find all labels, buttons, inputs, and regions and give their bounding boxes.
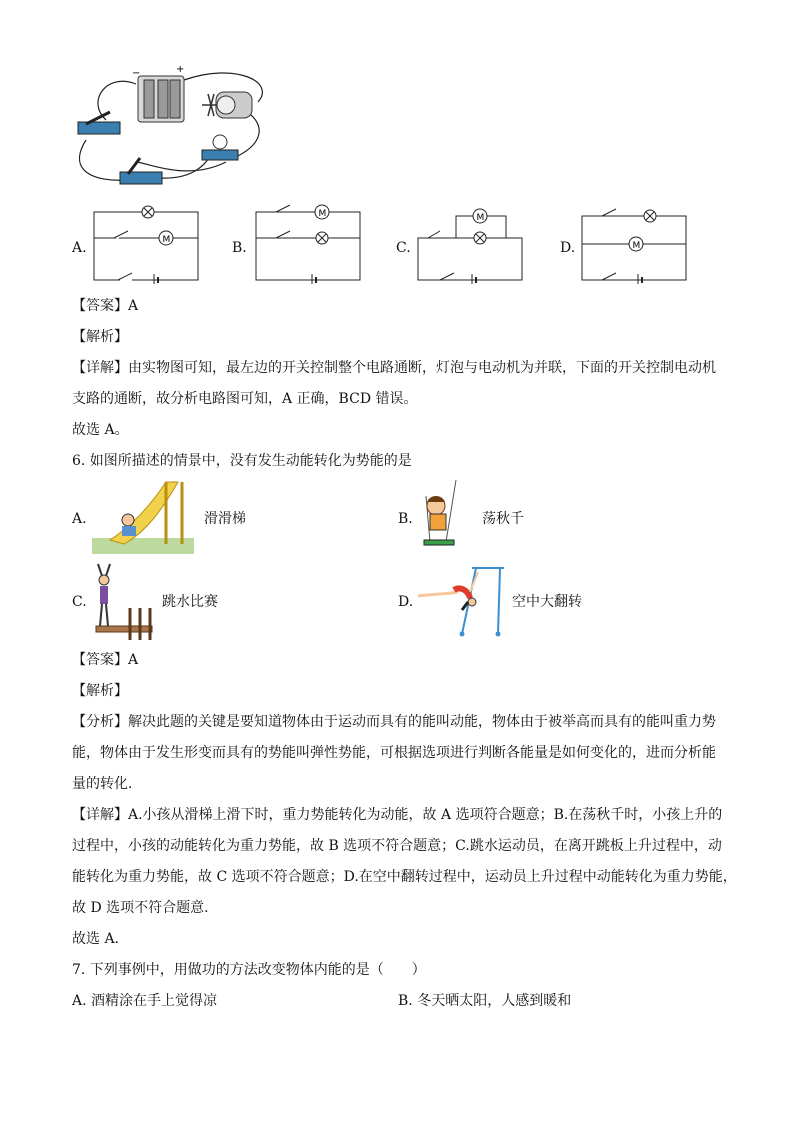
motor-symbol-a: M [162,235,171,245]
q6-fenxi-line2: 能，物体由于发生形变而具有的势能叫弹性势能，可根据选项进行判断各能量是如何变化的，进而分析能 [72,745,716,761]
option-c-letter: C. [396,240,411,256]
option-a-letter: A. [72,240,87,256]
q6-option-b-letter: B. [398,511,413,527]
q6-fenxi-line1: 【分析】解决此题的关键是要知道物体由于运动而具有的能叫动能，物体由于被举高而具有的能叫重力势 [72,714,716,730]
q6-detail-line2: 过程中，小孩的动能转化为重力势能，故 B 选项不符合题意；C.跳水运动员，在离开跳板上升过程中，动 [72,838,722,854]
q6-fenxi-line3: 量的转化． [72,776,142,792]
q5-detail-line1: 【详解】由实物图可知，最左边的开关控制整个电路通断，灯泡与电动机为并联，下面的开关控制电动机 [72,360,716,376]
q6-option-c-label: 跳水比赛 [162,594,218,610]
swing-illustration [416,476,466,558]
q5-analysis-heading: 【解析】 [72,329,128,345]
q6-answer: 【答案】A [72,652,139,668]
q5-answer: 【答案】A [72,298,139,314]
q5-detail-line2: 支路的通断，故分析电路图可知，A 正确，BCD 错误。 [72,391,418,407]
q6-detail-line1: 【详解】A.小孩从滑梯上滑下时，重力势能转化为动能，故 A 选项符合题意；B.在荡秋千时，小孩上升的 [72,807,723,823]
motor-symbol-c: M [476,213,485,223]
slide-illustration [92,476,194,556]
q6-option-b-label: 荡秋千 [482,511,524,527]
q6-detail-line4: 故 D 选项不符合题意． [72,900,219,916]
battery-minus-label: − [132,68,141,79]
q7-option-b: B. 冬天晒太阳，人感到暖和 [398,993,572,1009]
diving-illustration [90,562,156,640]
circuit-diagram-a [90,204,202,284]
q7-question: 7. 下列事例中，用做功的方法改变物体内能的是（ ） [72,962,426,978]
motor-symbol-b: M [318,209,327,219]
q6-option-a-letter: A. [72,511,87,527]
q7-option-a: A. 酒精涂在手上觉得凉 [72,993,218,1009]
q6-question: 6. 如图所描述的情景中，没有发生动能转化为势能的是 [72,453,412,469]
physical-circuit-figure [66,62,276,192]
q6-conclusion: 故选 A． [72,931,129,947]
q5-conclusion: 故选 A。 [72,422,129,438]
q6-option-d-label: 空中大翻转 [512,594,582,610]
circuit-diagram-b [252,204,364,284]
q6-analysis-heading: 【解析】 [72,683,128,699]
option-d-letter: D. [560,240,576,256]
option-b-letter: B. [232,240,247,256]
q6-detail-line3: 能转化为重力势能，故 C 选项不符合题意；D.在空中翻转过程中，运动员上升过程中动能转化为重力势能， [72,869,737,885]
circuit-diagram-d [578,204,690,284]
battery-plus-label: + [176,64,185,75]
q6-option-c-letter: C. [72,594,87,610]
gymnastics-illustration [414,562,514,642]
q6-option-d-letter: D. [398,594,414,610]
circuit-diagram-c [414,204,526,284]
motor-symbol-d: M [632,241,641,251]
q6-option-a-label: 滑滑梯 [204,511,246,527]
